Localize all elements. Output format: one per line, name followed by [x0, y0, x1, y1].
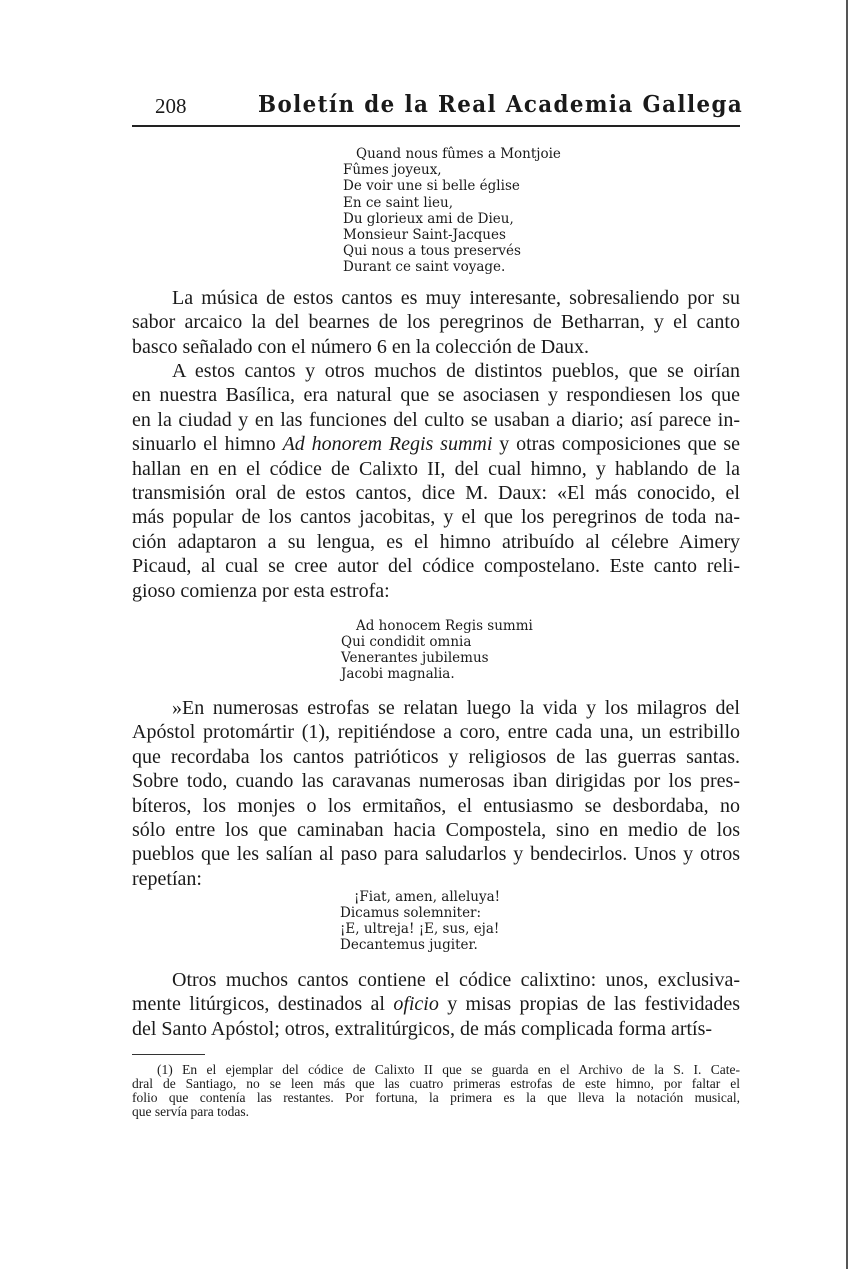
footnote-line: dral de Santiago, no se leen más que las cuatro primeras estrofas de este himno, por faltar el — [132, 1076, 740, 1091]
page-number: 208 — [155, 94, 187, 118]
paragraph-line: en nuestra Basílica, era natural que se asociasen y respondiesen los que — [132, 384, 740, 407]
running-title: Boletín de la Real Academia Gallega — [258, 91, 744, 118]
verse-line: ¡E, ultreja! ¡E, sus, eja! — [340, 921, 500, 937]
paragraph-line: transmisión oral de estos cantos, dice M. Daux: «El más conocido, el — [132, 482, 740, 504]
paragraph-line: más popular de los cantos jacobitas, y el que los peregrinos de toda na- — [132, 506, 740, 529]
paragraph-line: basco señalado con el número 6 en la colección de Daux. — [132, 335, 590, 358]
verse-line: Ad honocem Regis summi — [356, 618, 533, 634]
paragraph-line: La música de estos cantos es muy interesante, sobresaliendo por su — [172, 287, 740, 309]
verse-line: Jacobi magnalia. — [341, 666, 455, 682]
paragraph-line: bíteros, los monjes o los ermitaños, el entusiasmo se desbordaba, no — [132, 794, 740, 817]
footnote-line: folio que contenía las restantes. Por fortuna, la primera es la que lleva la notación musical, — [132, 1090, 740, 1105]
verse-line: Dicamus solemniter: — [340, 905, 482, 921]
paragraph-line: pueblos que les salían al paso para saludarlos y bendecirlos. Unos y otros — [132, 843, 740, 866]
paragraph-line: del Santo Apóstol; otros, extralitúrgicos, de más complicada forma artís- — [132, 1017, 713, 1040]
paragraph-line: que recordaba los cantos patrióticos y religiosos de las guerras santas. — [132, 745, 740, 768]
page-edge — [846, 0, 848, 1269]
paragraph-line: »En numerosas estrofas se relatan luego la vida y los milagros del — [172, 697, 740, 719]
paragraph-line: hallan en en el códice de Calixto II, del cual himno, y hablando de la — [132, 457, 740, 480]
paragraph-line: en la ciudad y en las funciones del culto se usaban a diario; así parece in- — [132, 408, 740, 431]
italic-phrase: oficio — [393, 993, 439, 1016]
verse-line: Monsieur Saint-Jacques — [343, 227, 506, 243]
verse-line: Durant ce saint voyage. — [343, 259, 506, 276]
verse-line: Venerantes jubilemus — [341, 650, 489, 666]
header-rule — [132, 125, 740, 127]
italic-phrase: Ad honorem Regis summi — [282, 433, 493, 456]
verse-line: Qui nous a tous preservés — [343, 243, 521, 260]
verse-line: En ce saint lieu, — [343, 194, 453, 211]
paragraph-line: Otros muchos cantos contiene el códice calixtino: unos, exclusiva- — [172, 969, 740, 991]
paragraph-line: ción adaptaron a su lengua, es el himno atribuído al célebre Aimery — [132, 530, 740, 553]
paragraph-line: Picaud, al cual se cree autor del códice compostelano. Este canto reli- — [132, 555, 740, 578]
footnote-line: que servía para todas. — [132, 1104, 249, 1119]
verse-line: De voir une si belle église — [343, 178, 520, 195]
verse-line: ¡Fiat, amen, alleluya! — [354, 889, 501, 905]
footnote-rule — [132, 1054, 205, 1055]
paragraph-line: mente litúrgicos, destinados al oficio y misas propias de las festividades — [132, 993, 740, 1016]
paragraph-line: repetían: — [132, 867, 202, 890]
verse-line: Quand nous fûmes a Montjoie — [356, 146, 561, 162]
verse-line: Decantemus jugiter. — [340, 937, 478, 953]
paragraph-line: gioso comienza por esta estrofa: — [132, 579, 390, 602]
paragraph-line: sabor arcaico la del bearnes de los peregrinos de Betharran, y el canto — [132, 311, 740, 334]
paragraph-line: Apóstol protomártir (1), repitiéndose a coro, entre cada una, un estribillo — [132, 721, 740, 744]
verse-line: Qui condidit omnia — [341, 634, 472, 650]
paragraph-line: sólo entre los que caminaban hacia Compostela, sino en medio de los — [132, 819, 740, 841]
verse-line: Fûmes joyeux, — [343, 162, 442, 179]
footnote-line: (1) En el ejemplar del códice de Calixto II que se guarda en el Archivo de la S. I. Cate- — [157, 1062, 740, 1077]
verse-line: Du glorieux ami de Dieu, — [343, 210, 514, 227]
paragraph-line: A estos cantos y otros muchos de distintos pueblos, que se oirían — [172, 360, 740, 382]
paragraph-line: Sobre todo, cuando las caravanas numerosas iban dirigidas por los pres- — [132, 770, 740, 793]
paragraph-line: sinuarlo el himno Ad honorem Regis summi y otras composiciones que se — [132, 433, 740, 456]
